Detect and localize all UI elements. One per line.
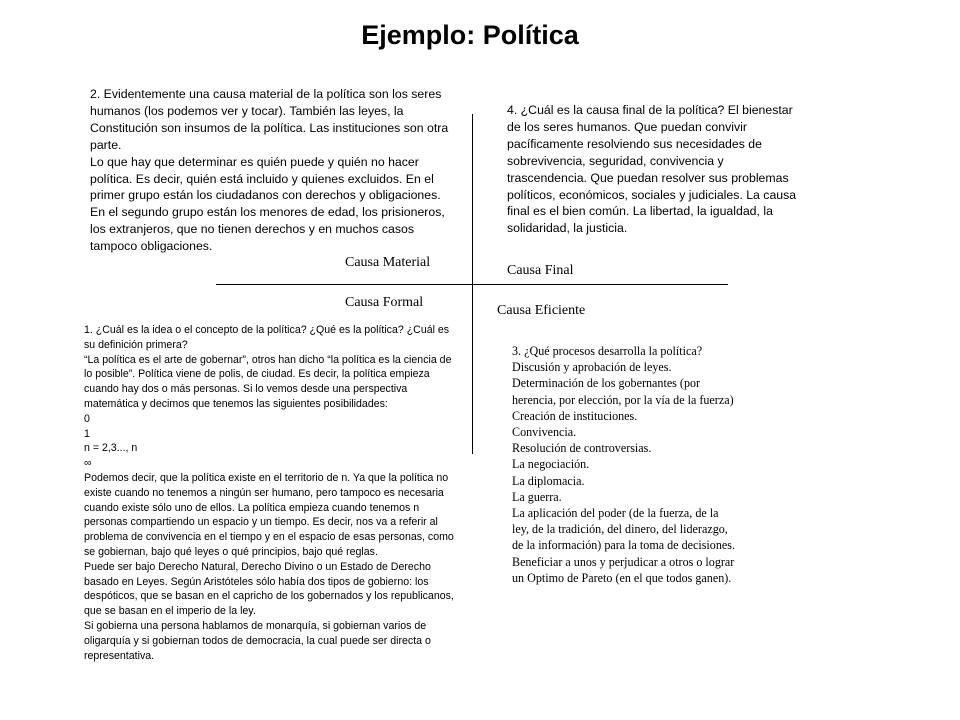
causa-material-text: 2. Evidentemente una causa material de la política son los seres humanos (los podemos ver y tocar). También las leyes, la Constitución son insumos de la política. Las instituciones son otra parte. Lo que hay que determinar es quién puede y quién no hacer política. Es decir, quién está incluido y quienes excluidos. En el primer grupo están los ciudadanos con derechos y obligaciones. En el segundo grupo están los menores de edad, los prisioneros, los extranjeros, que no tienen derechos y en muchos casos tampoco obligaciones. [90, 87, 449, 254]
causa-formal-label: Causa Formal [345, 295, 424, 310]
causa-final-label: Causa Final [507, 263, 574, 278]
page-title: Ejemplo: Política [361, 20, 579, 50]
causa-formal-text: 1. ¿Cuál es la idea o el concepto de la política? ¿Qué es la política? ¿Cuál es su definición primera? “La política es el arte de gobernar”, otros han dicho “la política es la ciencia de lo posible”. Política viene de polis, de ciudad. Es decir, la política empieza cuando hay dos o más personas. Si lo vemos desde una perspectiva matemática y decimos que tenemos las siguientes posibilidades: 0 1 n = 2,3..., n ∞ Podemos decir, que la política existe en el territorio de n. Ya que la política no existe cuando no tenemos a ningún ser humano, pero tampoco es necesaria cuando existe sólo uno de ellos. La política empieza cuando tenemos n personas compartiendo un espacio y un tiempo. Es decir, nos va a referir al problema de convivencia en el tiempo y en el espacio de esas personas, como se gobiernan, bajo qué leyes o qué principios, bajo qué reglas. Puede ser bajo Derecho Natural, Derecho Divino o un Estado de Derecho basado en Leyes. Según Aristóteles sólo había dos tipos de gobierno: los despóticos, que se basan en el capricho de los gobernados y los republicanos, que se basan en el imperio de la ley. Si gobierna una persona hablamos de monarquía, si gobiernan varios de oligarquía y si gobiernan todos de democracia, la cual puede ser directa o representativa. [84, 324, 454, 662]
causa-eficiente-label: Causa Eficiente [497, 303, 586, 318]
causa-material-label: Causa Material [345, 255, 431, 270]
causa-eficiente-text: 3. ¿Qué procesos desarrolla la política? Discusión y aprobación de leyes. Determinación de los gobernantes (por herencia, por elección, por la vía de la fuerza) Creación de instituciones. Convivencia. Resolución de controversias. La negociación. La diplomacia. La guerra. La aplicación del poder (de la fuerza, de la ley, de la tradición, del dinero, del liderazgo, de la información) para la toma de decisiones. Beneficiar a unos y perjudicar a otros o lograr un Optimo de Pareto (en el que todos ganen). [512, 344, 735, 585]
horizontal-axis-divider [216, 284, 728, 285]
causa-final-text: 4. ¿Cuál es la causa final de la política? El bienestar de los seres humanos. Que puedan convivir pacíficamente resolviendo sus necesidades de sobrevivencia, seguridad, convivencia y trascendencia. Que puedan resolver sus problemas políticos, económicos, sociales y judiciales. La causa final es el bien común. La libertad, la igualdad, la solidaridad, la justicia. [507, 103, 797, 236]
